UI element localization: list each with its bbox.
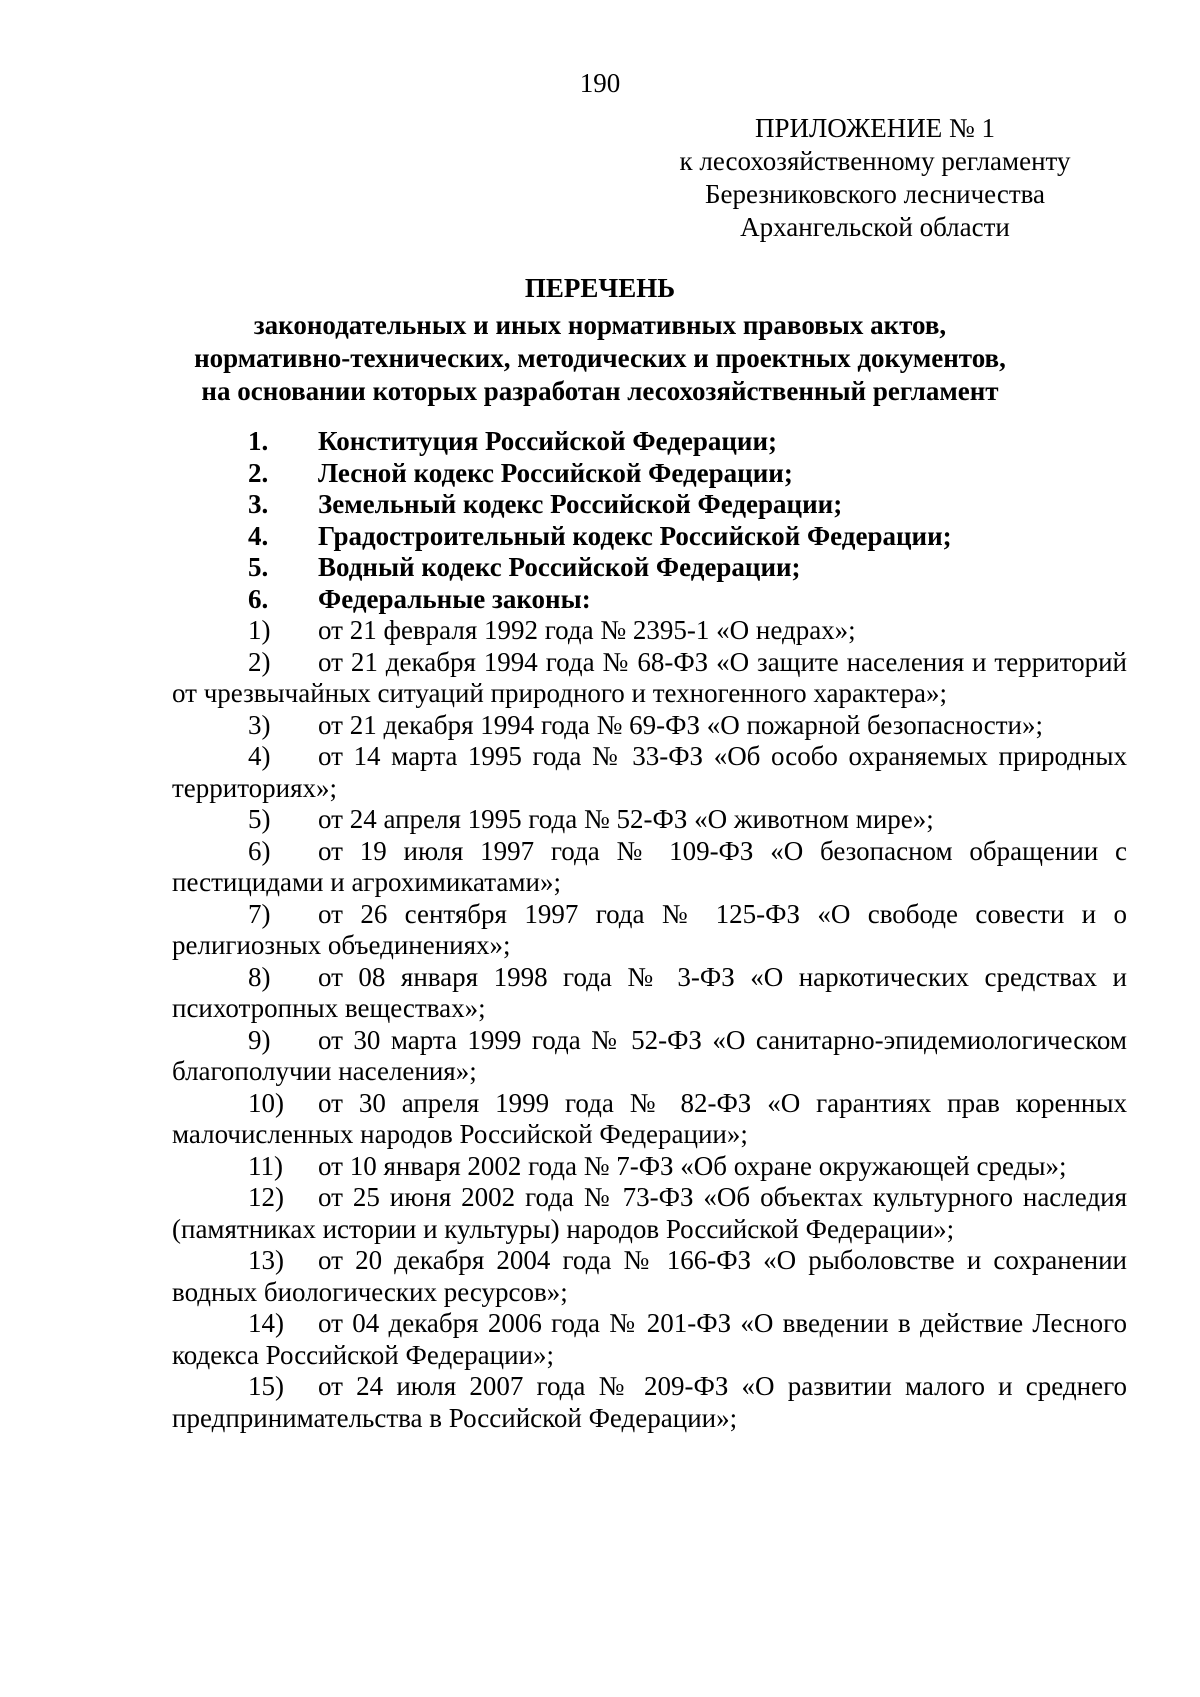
law-item xyxy=(172,615,1127,647)
law-number: 2) xyxy=(248,646,271,677)
law-item xyxy=(172,741,1127,804)
item-text: Градостроительный кодекс Российской Федерации; xyxy=(318,520,952,551)
law-item xyxy=(172,710,1127,742)
law-item xyxy=(172,1245,1127,1308)
law-text: от 26 сентября 1997 года № 125-ФЗ «О свободе совести и о религиозных объединениях»; xyxy=(172,898,1127,960)
law-text: от 24 июля 2007 года № 209-ФЗ «О развитии малого и среднего предпринимательства в Российской Федерации»; xyxy=(172,1371,1127,1433)
law-number: 5) xyxy=(248,804,271,834)
item-text: Конституция Российской Федерации; xyxy=(318,426,777,456)
law-text: от 20 декабря 2004 года № 166-ФЗ «О рыболовстве и сохранении водных биологических ресурсов»; xyxy=(172,1245,1127,1307)
law-number: 6) xyxy=(248,835,271,866)
item-text: Земельный кодекс Российской Федерации; xyxy=(318,489,843,519)
list-item xyxy=(172,521,1127,553)
appendix-header xyxy=(650,112,1100,244)
appendix-line: Березниковского лесничества xyxy=(705,179,1045,209)
list-item xyxy=(172,552,1127,584)
law-text: от 19 июля 1997 года № 109-ФЗ «О безопасном обращении с пестицидами и агрохимикатами»; xyxy=(172,835,1127,897)
law-number: 4) xyxy=(248,741,271,771)
list-item xyxy=(172,426,1127,458)
law-number: 3) xyxy=(248,709,271,740)
item-text: Федеральные законы: xyxy=(318,583,591,614)
document-list xyxy=(172,426,1127,1434)
item-number: 2. xyxy=(248,457,269,488)
law-text: от 24 апреля 1995 года № 52-ФЗ «О животном мире»; xyxy=(318,804,934,834)
law-item xyxy=(172,1371,1127,1434)
law-item xyxy=(172,804,1127,836)
law-number: 10) xyxy=(248,1087,284,1118)
law-number: 9) xyxy=(248,1024,271,1055)
law-number: 11) xyxy=(248,1150,283,1181)
law-text: от 21 февраля 1992 года № 2395-1 «О недрах»; xyxy=(318,615,856,645)
item-number: 4. xyxy=(248,520,269,551)
law-number: 8) xyxy=(248,961,271,992)
list-item xyxy=(172,489,1127,521)
list-item xyxy=(172,458,1127,490)
list-item xyxy=(172,584,1127,616)
page-number: 190 xyxy=(579,68,621,98)
law-text: от 30 марта 1999 года № 52-ФЗ «О санитарно-эпидемиологическом благополучии населения»; xyxy=(172,1024,1127,1086)
appendix-title: ПРИЛОЖЕНИЕ № 1 xyxy=(754,113,996,143)
law-text: от 25 июня 2002 года № 73-ФЗ «Об объектах культурного наследия (памятниках истории и культуры) народов Российской Федерации»; xyxy=(172,1182,1127,1244)
law-item xyxy=(172,962,1127,1025)
law-number: 1) xyxy=(248,615,271,645)
law-number: 14) xyxy=(248,1308,284,1338)
appendix-line: Архангельской области xyxy=(740,212,1010,242)
law-text: от 21 декабря 1994 года № 69-ФЗ «О пожарной безопасности»; xyxy=(318,709,1044,740)
appendix-line: к лесохозяйственному регламенту xyxy=(679,146,1071,176)
document-title xyxy=(150,272,1050,408)
law-item xyxy=(172,899,1127,962)
law-item xyxy=(172,1025,1127,1088)
law-number: 15) xyxy=(248,1371,284,1401)
title-subtitle-line: законодательных и иных нормативных правовых актов, xyxy=(253,310,947,340)
law-text: от 30 апреля 1999 года № 82-ФЗ «О гарантиях прав коренных малочисленных народов Российской Федерации»; xyxy=(172,1087,1127,1149)
law-text: от 21 декабря 1994 года № 68-ФЗ «О защите населения и территорий от чрезвычайных ситуаций природного и техногенного характера»; xyxy=(172,646,1127,708)
item-number: 3. xyxy=(248,489,269,519)
law-item xyxy=(172,1182,1127,1245)
item-number: 6. xyxy=(248,583,269,614)
item-text: Водный кодекс Российской Федерации; xyxy=(318,552,801,582)
law-text: от 10 января 2002 года № 7-ФЗ «Об охране окружающей среды»; xyxy=(318,1150,1067,1181)
law-number: 7) xyxy=(248,898,271,929)
title-subtitle-line: нормативно-технических, методических и проектных документов, xyxy=(194,343,1006,373)
law-text: от 04 декабря 2006 года № 201-ФЗ «О введении в действие Лесного кодекса Российской Федерации»; xyxy=(172,1308,1127,1370)
law-item xyxy=(172,1151,1127,1183)
item-text: Лесной кодекс Российской Федерации; xyxy=(318,457,793,488)
law-item xyxy=(172,1308,1127,1371)
law-number: 13) xyxy=(248,1245,284,1275)
law-number: 12) xyxy=(248,1182,284,1212)
title-heading: ПЕРЕЧЕНЬ xyxy=(524,273,676,303)
law-text: от 14 марта 1995 года № 33-ФЗ «Об особо охраняемых природных территориях»; xyxy=(172,741,1127,803)
item-number: 5. xyxy=(248,552,269,582)
law-item xyxy=(172,836,1127,899)
law-item xyxy=(172,1088,1127,1151)
law-text: от 08 января 1998 года № 3-ФЗ «О наркотических средствах и психотропных веществах»; xyxy=(172,961,1127,1023)
law-item xyxy=(172,647,1127,710)
item-number: 1. xyxy=(248,426,269,456)
title-subtitle-line: на основании которых разработан лесохозяйственный регламент xyxy=(201,376,999,406)
